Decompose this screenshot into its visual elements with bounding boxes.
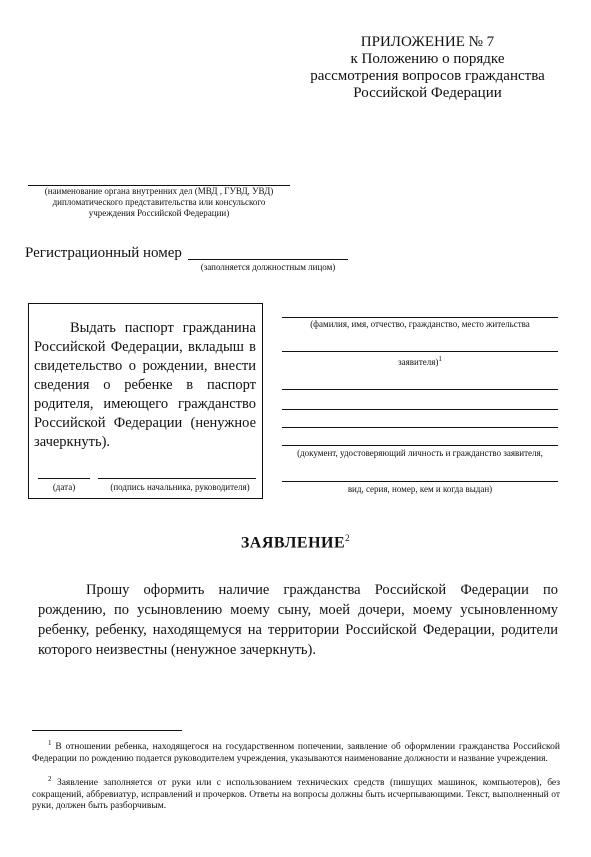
appendix-line: рассмотрения вопросов гражданства [310,68,545,84]
document-details-caption: вид, серия, номер, кем и когда выдан) [347,484,493,494]
applicant-caption-text: заявителя) [398,357,439,367]
organ-caption [30,186,288,219]
statement-title-text: ЗАЯВЛЕНИЕ [240,534,346,552]
document-caption: (документ, удостоверяющий личность и гражданство заявителя, [297,448,543,458]
footnote-mark: 2 [345,533,351,543]
signature-line[interactable] [98,478,256,479]
footnote-text: Заявление заполняется от руки или с использованием технических средств (пишущих машинок, компьютеров), без сокращений, аббревиатур, исправлений и прочерков. Ответы на вопросы должны быть исчерпывающими. Текст, выполненный от руки, должен быть разборчивым. [32,778,560,812]
footnote-separator [32,730,182,731]
statement-title [0,533,591,552]
organ-caption-line: (наименование органа внутренних дел (МВД , ГУВД, УВД) [44,186,274,196]
blank-line[interactable] [282,427,558,428]
date-line[interactable] [38,478,90,479]
appendix-header [300,34,555,102]
applicant-fio-line[interactable] [282,317,558,318]
statement-text: Прошу оформить наличие гражданства Российской Федерации по рождению, по усыновлению моему сыну, моей дочери, моему усыновленному ребенку, ребенку, находящемуся на территории Российской Федерации, родители которого неизвестны (ненужное зачеркнуть). [38,582,558,658]
blank-line[interactable] [282,409,558,410]
document-details-line[interactable] [282,481,558,482]
applicant-fio-caption: (фамилия, имя, отчество, гражданство, место жительства [310,319,530,329]
resolution-text: Выдать паспорт гражданина Российской Федерации, вкладыш в свидетельство о рождении, внести сведения о ребенке в паспорт родителя, имеющего гражданство Российской Федерации (ненужное зачеркнуть). [34,320,256,450]
footnote-mark: 2 [48,775,52,783]
organ-caption-line: учреждения Российской Федерации) [88,208,230,218]
footnote-mark: 1 [438,355,442,363]
applicant-residence-line[interactable] [282,351,558,352]
registration-number-line[interactable] [188,259,348,260]
applicant-caption [282,354,558,368]
organ-caption-line: дипломатического представительства или консульского [52,197,266,207]
appendix-line: к Положению о порядке [350,51,505,67]
registration-label: Регистрационный номер [25,245,182,261]
footnote-2 [32,774,560,813]
date-caption: (дата) [52,482,76,492]
footnote-text: В отношении ребенка, находящегося на государственном попечении, заявление об оформлении гражданства Российской Федерации по рождению подается руководителем учреждения, указываются наименование должности и название учреждения. [32,742,560,764]
footnote-mark: 1 [48,739,52,747]
blank-line[interactable] [282,389,558,390]
footnote-1 [32,738,560,765]
registration-note: (заполняется должностным лицом) [200,262,336,272]
appendix-title: ПРИЛОЖЕНИЕ № 7 [360,34,495,50]
document-line[interactable] [282,445,558,446]
signature-caption: (подпись начальника, руководителя) [110,482,250,492]
appendix-line: Российской Федерации [353,85,502,101]
